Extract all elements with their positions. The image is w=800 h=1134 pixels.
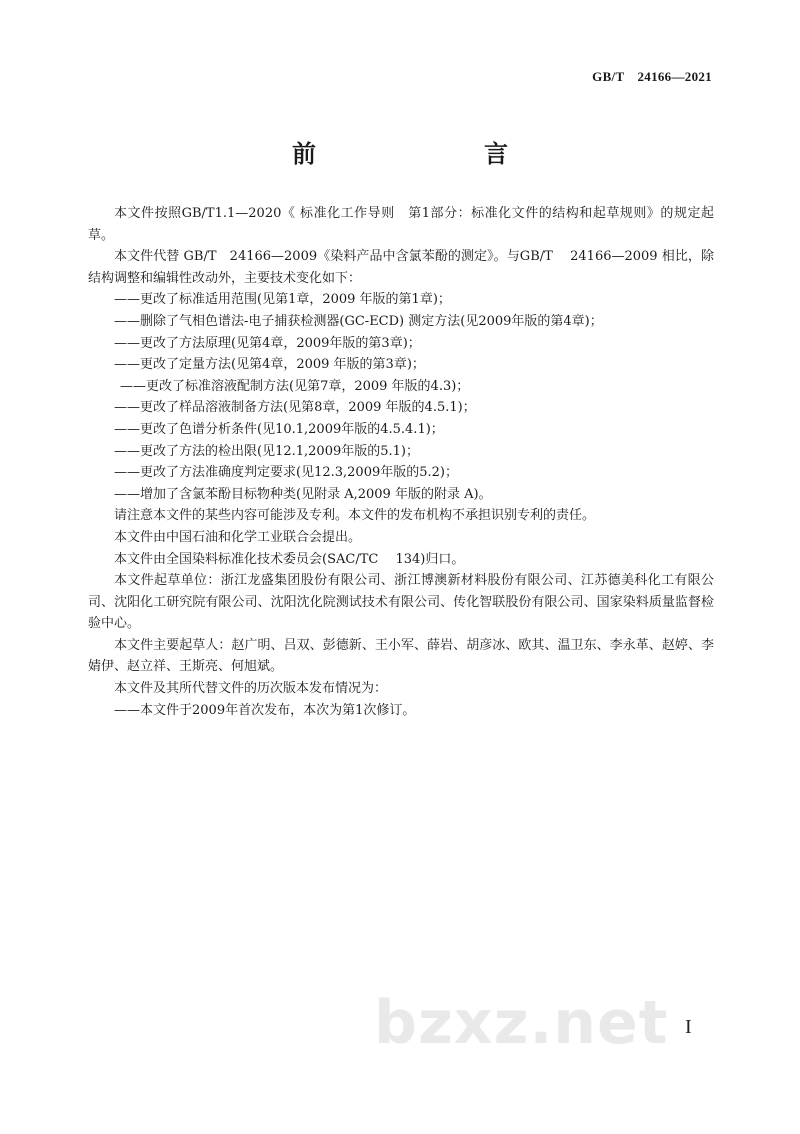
paragraph-replacement: 本文件代替 GB/T 24166—2009《染料产品中含氯苯酚的测定》。与GB/T 24166—2009 相比，除结构调整和编辑性改动外，主要技术变化如下： (88, 249, 714, 286)
change-item: ——更改了方法准确度判定要求(见12.3,2009年版的5.2)； (114, 465, 458, 481)
standard-code: GB/T 24166—2021 (592, 69, 712, 84)
version-history-intro: 本文件及其所代替文件的历次版本发布情况为： (114, 681, 388, 697)
change-item: ——更改了样品溶液制备方法(见第8章，2009 年版的4.5.1)； (114, 400, 476, 416)
change-item: ——更改了方法的检出限(见12.1,2009年版的5.1)； (114, 443, 419, 459)
change-item: ——更改了方法原理(见第4章，2009年版的第3章)； (114, 335, 421, 351)
change-item: ——更改了定量方法(见第4章，2009 年版的第3章)； (114, 357, 425, 373)
change-item: ——更改了标准溶液配制方法(见第7章，2009 年版的4.3)； (120, 378, 470, 394)
page-title: 前 言 (292, 140, 548, 168)
history-item: ——本文件于2009年首次发布，本次为第1次修订。 (114, 702, 416, 718)
committee-statement: 本文件由全国染料标准化技术委员会(SAC/TC 134)归口。 (114, 551, 465, 567)
change-item: ——删除了气相色谱法-电子捕获检测器(GC-ECD) 测定方法(见2009年版的第4章)； (114, 313, 603, 329)
change-item: ——更改了色谱分析条件(见10.1,2009年版的4.5.4.1)； (114, 421, 444, 437)
proposer-statement: 本文件由中国石油和化学工业联合会提出。 (114, 529, 362, 545)
document-body (88, 203, 714, 721)
paragraph-drafting-rules: 本文件按照GB/T1.1—2020《 标准化工作导则 第1部分：标准化文件的结构和起草规则》的规定起草。 (88, 206, 714, 243)
page-number: I (685, 1016, 692, 1038)
main-drafters: 本文件主要起草人：赵广明、吕双、彭德新、王小军、薛岩、胡彦冰、欧其、温卫东、李永革、赵婷、李婧伊、赵立祥、王斯亮、何旭斌。 (88, 637, 714, 675)
watermark: bzxz.net (374, 988, 669, 1058)
change-item: ——更改了标准适用范围(见第1章，2009 年版的第1章)； (114, 292, 451, 308)
drafting-organizations: 本文件起草单位：浙江龙盛集团股份有限公司、浙江博澳新材料股份有限公司、江苏德美科化工有限公司、沈阳化工研究院有限公司、沈阳沈化院测试技术有限公司、传化智联股份有限公司、国家染料质量监督检验中心。 (88, 573, 714, 632)
patent-notice: 请注意本文件的某些内容可能涉及专利。本文件的发布机构不承担识别专利的责任。 (114, 508, 596, 524)
change-item: ——增加了含氯苯酚目标物种类(见附录 A,2009 年版的附录 A)。 (114, 486, 492, 502)
